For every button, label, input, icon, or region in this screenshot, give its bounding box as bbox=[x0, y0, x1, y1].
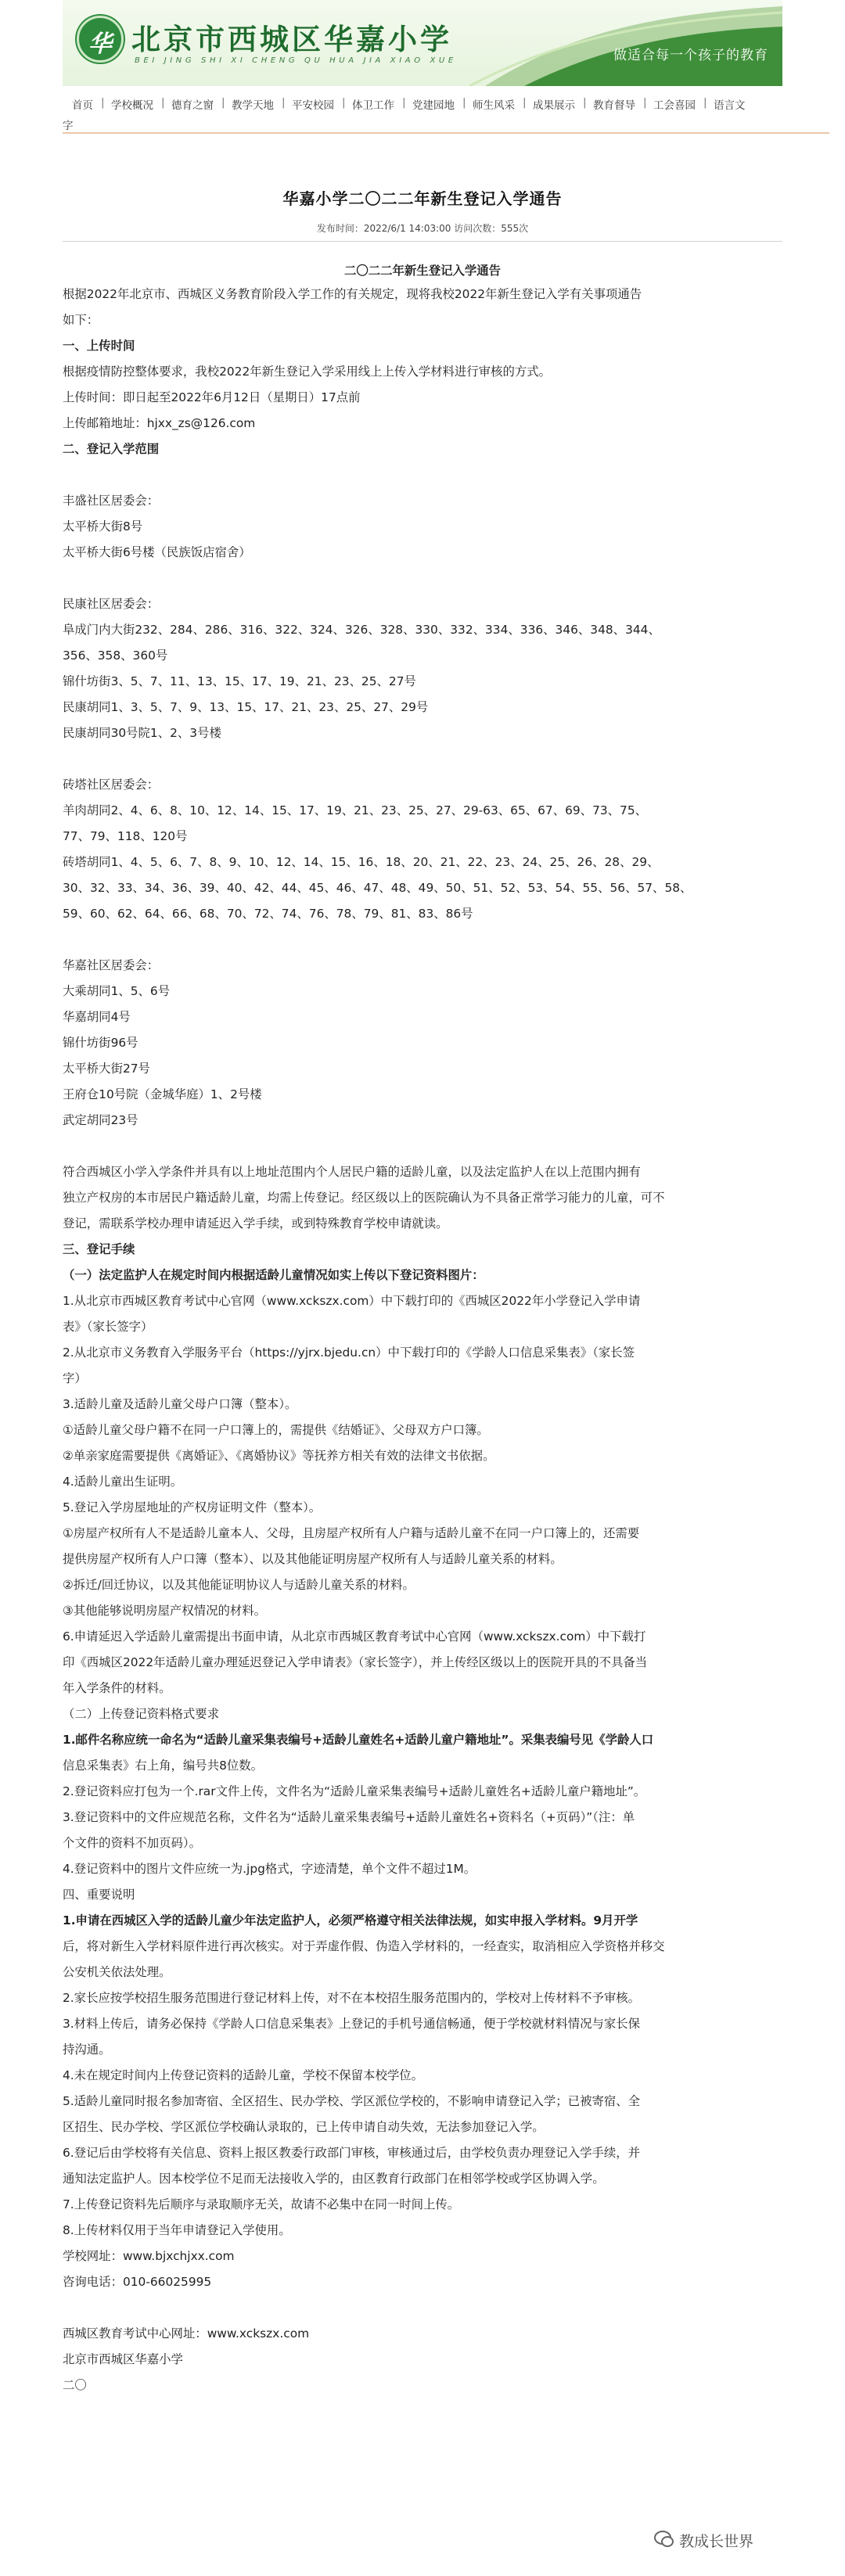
nav-moral-education[interactable]: 德育之窗 bbox=[171, 99, 214, 112]
body-line: 区招生、民办学校、学区派位学校确认录取的，已上传申请自动失效，无法参加登记入学。 bbox=[63, 2120, 545, 2134]
contact-phone: 北京市西城区华嘉小学 bbox=[63, 2352, 183, 2366]
school-website[interactable]: 西城区教育考试中心网址：www.xckszx.com bbox=[63, 2326, 310, 2341]
logo-letter: 华 bbox=[88, 31, 112, 58]
exam-center-website[interactable]: 二〇 bbox=[63, 2378, 87, 2392]
title-divider bbox=[63, 241, 782, 242]
body-line: 锦什坊街3、5、7、11、13、15、17、19、21、23、25、27号 bbox=[63, 674, 416, 688]
body-line: 持沟通。 bbox=[63, 2042, 111, 2057]
body-line: ②单亲家庭需要提供《离婚证》、《离婚协议》等抚养方相关有效的法律文书依据。 bbox=[63, 1449, 495, 1463]
body-line: 表》（家长签字） bbox=[63, 1320, 153, 1334]
page-title: 华嘉小学二〇二二年新生登记入学通告 bbox=[282, 189, 563, 208]
body-line: 5.适龄儿童同时报名参加寄宿、全区招生、民办学校、学区派位学校的，不影响申请登记入学；已被寄宿、全 bbox=[63, 2094, 641, 2108]
body-line: 77、79、118、120号 bbox=[63, 829, 188, 843]
nav-separator: | bbox=[161, 96, 165, 109]
article-meta: 发布时间：2022/6/1 14:03:00 访问次数：555次 bbox=[316, 223, 529, 234]
section-heading: 三、登记手续 bbox=[63, 1242, 135, 1256]
nav-party-building[interactable]: 党建园地 bbox=[412, 99, 455, 112]
body-line: 砖塔胡同1、4、5、6、7、8、9、10、12、14、15、16、18、20、21、22、23、24、25、26、28、29、 bbox=[63, 855, 660, 869]
subsection-heading: （一）法定监护人在规定时间内根据适龄儿童情况如实上传以下登记资料图片： bbox=[63, 1268, 484, 1282]
body-line: 根据疫情防控整体要求，我校2022年新生登记入学采用线上上传入学材料进行审核的方式。 bbox=[63, 365, 552, 379]
main-nav bbox=[63, 92, 829, 134]
nav-teaching[interactable]: 教学天地 bbox=[232, 99, 274, 112]
section-heading: 一、上传时间 bbox=[63, 339, 135, 353]
nav-school-overview[interactable]: 学校概况 bbox=[111, 99, 153, 112]
body-line: 王府仓10号院（金城华庭）1、2号楼 bbox=[63, 1087, 262, 1101]
nav-health-pe[interactable]: 体卫工作 bbox=[352, 99, 394, 112]
body-line: 后，将对新生入学材料原件进行再次核实。对于弄虚作假、伪造入学材料的，一经查实，取消相应入学资格并移交 bbox=[63, 1939, 665, 1953]
body-line: 大乘胡同1、5、6号 bbox=[63, 984, 171, 998]
body-line: 30、32、33、34、36、39、40、42、44、45、46、47、48、49、50、51、52、53、54、55、56、57、58、 bbox=[63, 881, 692, 895]
body-line: ②拆迁/回迁协议，以及其他能证明协议人与适龄儿童关系的材料。 bbox=[63, 1578, 415, 1592]
body-line: 7.上传登记资料先后顺序与录取顺序无关，故请不必集中在同一时间上传。 bbox=[63, 2197, 460, 2211]
nav-separator: | bbox=[282, 96, 286, 109]
school-name: 北京市西城区华嘉小学 bbox=[131, 23, 452, 56]
nav-achievements[interactable]: 成果展示 bbox=[533, 99, 575, 112]
nav-separator: | bbox=[402, 96, 406, 109]
body-line: 武定胡同23号 bbox=[63, 1113, 138, 1127]
notice-heading: 二〇二二年新生登记入学通告 bbox=[343, 264, 502, 278]
nav-language-overflow[interactable]: 字 bbox=[63, 120, 74, 132]
body-line: 通知法定监护人。因本校学位不足而无法接收入学的，由区教育行政部门在相邻学校或学区协调入学。 bbox=[63, 2172, 605, 2186]
school-pinyin: BEI JING SHI XI CHENG QU HUA JIA XIAO XUE bbox=[135, 56, 457, 65]
body-line: 4.登记资料中的图片文件应统一为.jpg格式，字迹清楚，单个文件不超过1M。 bbox=[63, 1862, 476, 1876]
nav-safe-campus[interactable]: 平安校园 bbox=[292, 99, 334, 112]
body-line: 6.申请延迟入学适龄儿童需提出书面申请，从北京市西城区教育考试中心官网（www.xckszx.com）中下载打 bbox=[63, 1629, 646, 1644]
body-line: 字） bbox=[63, 1371, 87, 1385]
body-line: 四、重要说明 bbox=[63, 1888, 135, 1902]
body-line: ①房屋产权所有人不是适龄儿童本人、父母，且房屋产权所有人户籍与适龄儿童不在同一户口簿上的，还需要 bbox=[63, 1526, 640, 1540]
chat-bubble-icon bbox=[654, 2529, 674, 2549]
body-line: 民康胡同30号院1、2、3号楼 bbox=[63, 726, 221, 740]
nav-separator: | bbox=[221, 96, 225, 109]
body-line: 3.登记资料中的文件应规范名称，文件名为“适龄儿童采集表编号+适龄儿童姓名+资料名（+页码）”（注：单 bbox=[63, 1810, 635, 1824]
body-line: 356、358、360号 bbox=[63, 648, 168, 663]
nav-teacher-student[interactable]: 师生风采 bbox=[473, 99, 515, 112]
body-line: 砖塔社区居委会： bbox=[63, 778, 160, 792]
nav-separator: | bbox=[101, 96, 105, 109]
subsection-heading: 1.邮件名称应统一命名为“适龄儿童采集表编号+适龄儿童姓名+适龄儿童户籍地址”。采集表编号见《学龄人口 bbox=[63, 1733, 654, 1747]
body-line: 太平桥大街8号 bbox=[63, 519, 143, 534]
body-line: 公安机关依法处理。 bbox=[63, 1965, 171, 1979]
nav-separator: | bbox=[643, 96, 647, 109]
body-line: 上传时间：即日起至2022年6月12日（星期日）17点前 bbox=[63, 390, 361, 404]
body-line: 锦什坊街96号 bbox=[63, 1036, 138, 1050]
nav-separator: | bbox=[462, 96, 466, 109]
body-line: 个文件的资料不加页码）。 bbox=[63, 1836, 201, 1850]
body-line: 华嘉社区居委会： bbox=[63, 958, 160, 972]
body-line: 根据2022年北京市、西城区义务教育阶段入学工作的有关规定，现将我校2022年新生登记入学有关事项通告 bbox=[63, 287, 642, 301]
body-line: 民康社区居委会： bbox=[63, 597, 160, 611]
section-heading: 二、登记入学范围 bbox=[63, 442, 160, 456]
body-line: 羊肉胡同2、4、6、8、10、12、14、15、17、19、21、23、25、27、29-63、65、67、69、73、75、 bbox=[63, 803, 648, 817]
body-line: ①适龄儿童父母户籍不在同一户口簿上的，需提供《结婚证》、父母双方户口簿。 bbox=[63, 1423, 489, 1437]
body-line: 3.材料上传后，请务必保持《学龄人口信息采集表》上登记的手机号通信畅通，便于学校就材料情况与家长保 bbox=[63, 2017, 641, 2031]
body-line: 如下： bbox=[63, 313, 99, 327]
body-line: 5.登记入学房屋地址的产权房证明文件（整本）。 bbox=[63, 1500, 322, 1514]
body-line: 8.上传材料仅用于当年申请登记入学使用。 bbox=[63, 2223, 291, 2237]
body-line: （二）上传登记资料格式要求 bbox=[63, 1707, 220, 1721]
school-slogan: 做适合每一个孩子的教育 bbox=[613, 48, 768, 63]
header-swoosh-decoration bbox=[454, 0, 782, 86]
nav-separator: | bbox=[703, 96, 707, 109]
watermark-text: 教成长世界 bbox=[679, 2533, 754, 2550]
body-line: 1.从北京市西城区教育考试中心官网（www.xckszx.com）中下载打印的《西城区2022年小学登记入学申请 bbox=[63, 1294, 641, 1308]
school-logo[interactable] bbox=[77, 16, 124, 63]
body-line: 登记，需联系学校办理申请延迟入学手续，或到特殊教育学校申请就读。 bbox=[63, 1216, 448, 1231]
body-line: 2.家长应按学校招生服务范围进行登记材料上传，对不在本校招生服务范围内的，学校对上传材料不予审核。 bbox=[63, 1991, 641, 2005]
body-line: 年入学条件的材料。 bbox=[63, 1681, 171, 1695]
body-line: 2.从北京市义务教育入学服务平台（https://yjrx.bjedu.cn）中下载打印的《学龄人口信息采集表》（家长签 bbox=[63, 1345, 635, 1360]
body-line: 太平桥大街6号楼（民族饭店宿舍） bbox=[63, 545, 251, 559]
body-line: 民康胡同1、3、5、7、9、13、15、17、21、23、25、27、29号 bbox=[63, 700, 429, 714]
body-line: 59、60、62、64、66、68、70、72、74、76、78、79、81、83、86号 bbox=[63, 907, 473, 921]
nav-separator: | bbox=[523, 96, 527, 109]
nav-separator: | bbox=[342, 96, 346, 109]
nav-language[interactable]: 语言文 bbox=[714, 99, 746, 112]
nav-union[interactable]: 工会喜园 bbox=[653, 99, 696, 112]
body-line: 咨询电话：010-66025995 bbox=[63, 2275, 212, 2289]
body-line: 华嘉胡同4号 bbox=[63, 1010, 131, 1024]
site-header bbox=[63, 0, 782, 86]
body-line: 4.适龄儿童出生证明。 bbox=[63, 1475, 183, 1489]
body-line: 4.未在规定时间内上传登记资料的适龄儿童，学校不保留本校学位。 bbox=[63, 2068, 424, 2082]
body-line: 独立产权房的本市居民户籍适龄儿童，均需上传登记。经区级以上的医院确认为不具备正常学习能力的儿童，可不 bbox=[63, 1191, 665, 1205]
body-line: 学校网址：www.bjxchjxx.com bbox=[63, 2249, 235, 2263]
body-line: 信息采集表》右上角，编号共8位数。 bbox=[63, 1759, 264, 1773]
body-line: 丰盛社区居委会： bbox=[63, 494, 160, 508]
section-heading: 1.申请在西城区入学的适龄儿童少年法定监护人，必须严格遵守相关法律法规，如实申报入学材料。9月开学 bbox=[63, 1913, 638, 1928]
body-line: 6.登记后由学校将有关信息、资料上报区教委行政部门审核，审核通过后，由学校负责办理登记入学手续，并 bbox=[63, 2146, 641, 2160]
nav-home[interactable]: 首页 bbox=[72, 99, 93, 112]
body-line: 阜成门内大街232、284、286、316、322、324、326、328、330、332、334、336、346、348、344、 bbox=[63, 623, 660, 637]
nav-separator: | bbox=[583, 96, 587, 109]
body-line: 符合西城区小学入学条件并具有以上地址范围内个人居民户籍的适龄儿童，以及法定监护人在以上范围内拥有 bbox=[63, 1165, 641, 1179]
body-line: 太平桥大街27号 bbox=[63, 1062, 150, 1076]
body-line: 印《西城区2022年适龄儿童办理延迟登记入学申请表》（家长签字），并上传经区级以上的医院开具的不具备当 bbox=[63, 1655, 648, 1669]
body-line: 上传邮箱地址：hjxx_zs@126.com bbox=[63, 416, 256, 430]
body-line: 3.适龄儿童及适龄儿童父母户口簿（整本）。 bbox=[63, 1397, 297, 1411]
nav-supervision[interactable]: 教育督导 bbox=[593, 99, 635, 112]
body-line: 2.登记资料应打包为一个.rar文件上传，文件名为“适龄儿童采集表编号+适龄儿童姓名+适龄儿童户籍地址”。 bbox=[63, 1784, 646, 1798]
body-line: 提供房屋产权所有人户口簿（整本）、以及其他能证明房屋产权所有人与适龄儿童关系的材料。 bbox=[63, 1552, 563, 1566]
body-line: ③其他能够说明房屋产权情况的材料。 bbox=[63, 1604, 267, 1618]
